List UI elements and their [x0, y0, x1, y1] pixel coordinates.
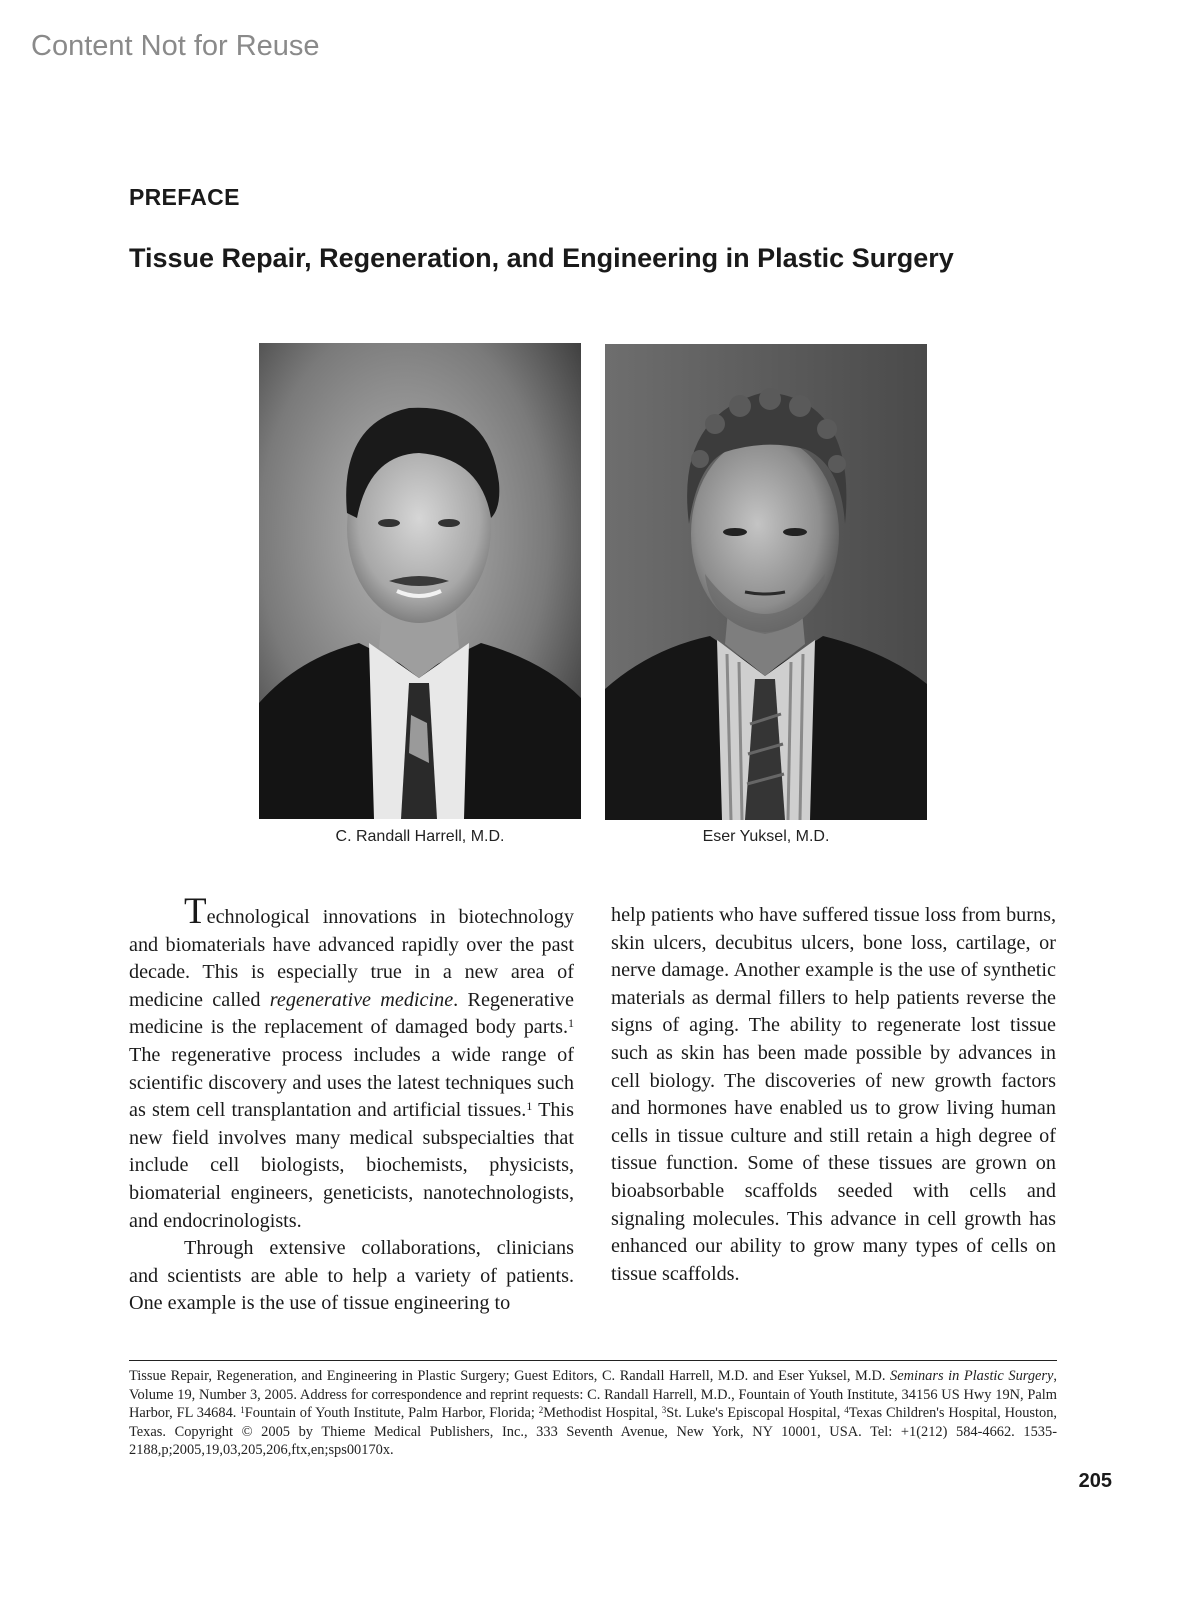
- article-title: Tissue Repair, Regeneration, and Engineering in Plastic Surgery: [129, 243, 954, 273]
- text-run: , Volume 19, Number 3, 2005. Address for correspondence and reprint requests: C. Randall Harrell, M.D., Fountain of Youth Institute, 34156 US Hwy 19N, Palm Harbor, FL 34684.: [129, 1368, 1058, 1422]
- affiliation-ref: 3: [661, 1405, 667, 1416]
- affiliation-ref: 1: [240, 1405, 245, 1416]
- photo-caption-harrell: C. Randall Harrell, M.D.: [335, 828, 505, 845]
- drop-cap: T: [184, 891, 207, 932]
- author-photo-harrell: [259, 343, 581, 819]
- watermark: Content Not for Reuse: [31, 30, 320, 62]
- portrait-illustration-2: [605, 344, 927, 820]
- text-run: The regenerative process includes a wide range of scientific discovery and uses the latest techniques such as stem cell transplantation and artificial tissues.: [129, 1043, 574, 1122]
- portrait-illustration-1: [259, 343, 581, 819]
- text-run: Tissue Repair, Regeneration, and Engineering in Plastic Surgery; Guest Editors, C. Randall Harrell, M.D. and Eser Yuksel, M.D.: [129, 1368, 890, 1384]
- emphasis-term: regenerative medicine: [269, 988, 454, 1011]
- body-column-right: [611, 902, 1056, 1288]
- body-column-left: [129, 891, 574, 1318]
- body-paragraph-2: Through extensive collaborations, clinicians and scientists are able to help a variety of patients. One example is the use of tissue engineering to: [129, 1237, 574, 1315]
- text-run: . Regenerative medicine is the replacement of damaged body parts.: [129, 988, 574, 1039]
- affiliation-ref: 4: [844, 1405, 849, 1416]
- text-run: Texas Children's Hospital, Houston, Texas. Copyright © 2005 by Thieme Medical Publishers, Inc., 333 Seventh Avenue, New York, NY 10001, USA. Tel: +1(212) 584-4662. 1535-2188,p;2005,19,03,205,206,ftx,en;sps00170x.: [129, 1405, 1057, 1459]
- text-run: St. Luke's Episcopal Hospital,: [666, 1405, 845, 1422]
- page-number: 205: [1078, 1470, 1112, 1492]
- footnote-divider: [129, 1360, 1057, 1361]
- text-run: Methodist Hospital,: [543, 1405, 662, 1422]
- author-photo-yuksel: [605, 344, 927, 820]
- body-paragraph-3: help patients who have suffered tissue loss from burns, skin ulcers, decubitus ulcers, bone loss, cartilage, or nerve damage. Another example is the use of synthetic materials as dermal fillers to help patients reverse the signs of aging. The ability to regenerate lost tissue such as skin has been made possible by advances in cell biology. The discoveries of new growth factors and hormones have enabled us to grow living human cells in tissue culture and still retain a high degree of tissue function. Some of these tissues are grown on bioabsorbable scaffolds seeded with cells and signaling molecules. This advance in cell growth has enhanced our ability to grow many types of cells on tissue scaffolds.: [611, 904, 1056, 1285]
- text-run: Fountain of Youth Institute, Palm Harbor, Florida;: [244, 1405, 539, 1422]
- body-paragraph-1: [129, 891, 574, 1235]
- photo-caption-yuksel: Eser Yuksel, M.D.: [702, 828, 830, 845]
- citation-ref: 1: [568, 1016, 574, 1031]
- text-run: This new field involves many medical subspecialties that include cell biologists, biochemists, physicists, biomaterial engineers, geneticists, nanotechnologists, and endocrinologists.: [129, 1099, 574, 1232]
- journal-name: Seminars in Plastic Surgery: [890, 1368, 1054, 1384]
- citation-ref: 1: [526, 1099, 533, 1114]
- section-label: PREFACE: [129, 184, 240, 210]
- affiliation-ref: 2: [538, 1405, 544, 1416]
- text-run: echnological innovations in biotechnology and biomaterials have advanced rapidly over the past decade. This is especially true in a new area of medicine called: [129, 906, 574, 1011]
- footnote: [129, 1367, 1057, 1460]
